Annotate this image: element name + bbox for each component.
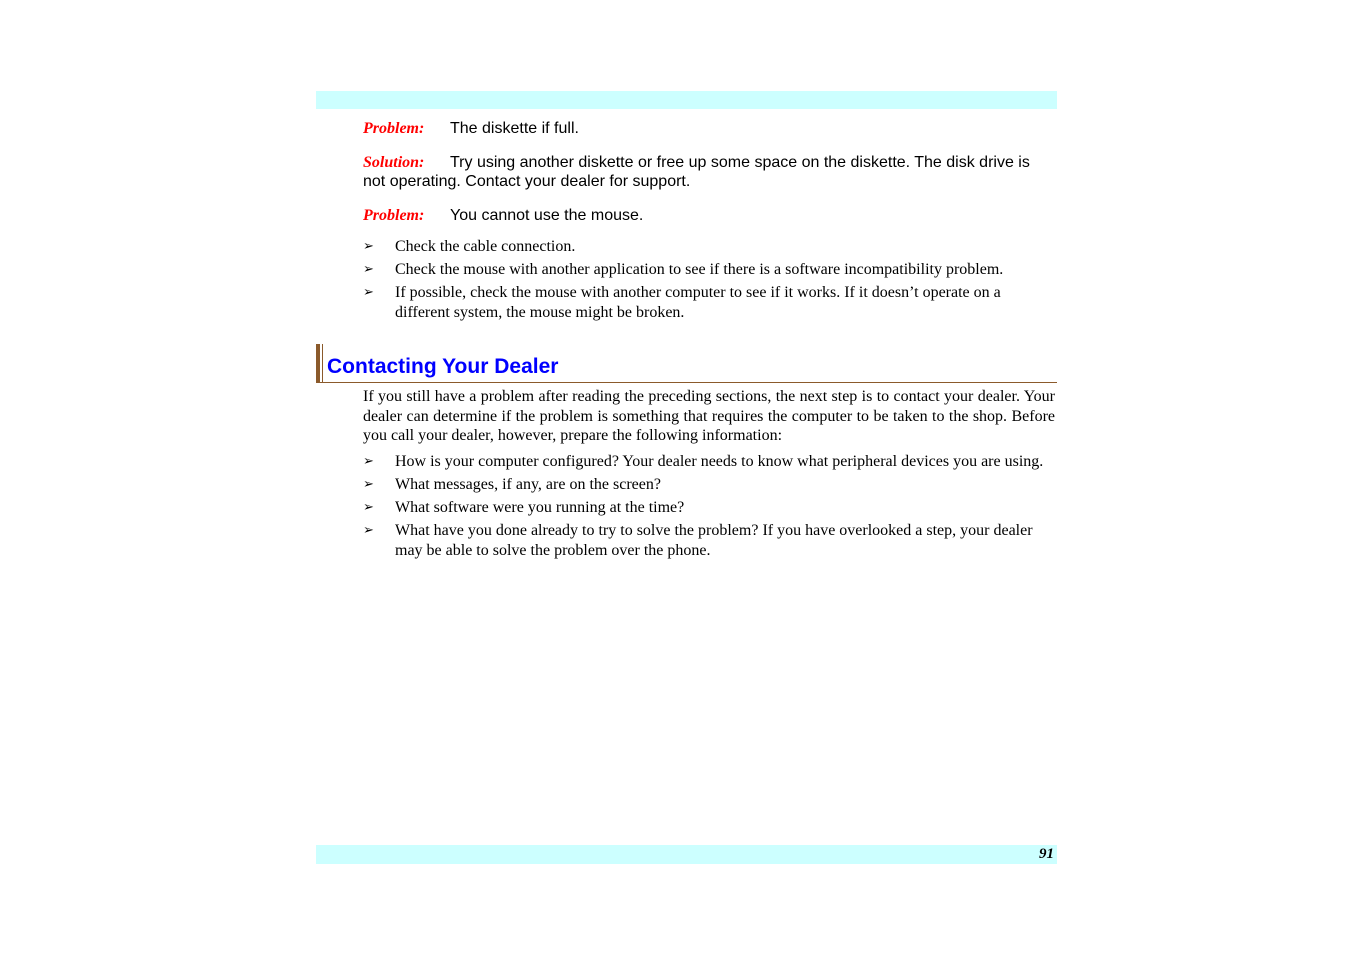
list-item: [363, 260, 1055, 280]
arrow-bullet-icon: ➢: [363, 476, 374, 492]
heading-bar-thin: [322, 344, 323, 382]
list-item: [363, 283, 1055, 323]
arrow-bullet-icon: ➢: [363, 453, 374, 469]
list-item: [363, 452, 1055, 472]
problem-mouse: [363, 206, 1055, 225]
list-item: [363, 521, 1055, 561]
list-item: [363, 498, 1055, 518]
solution-label: Solution:: [363, 154, 425, 171]
arrow-bullet-icon: ➢: [363, 285, 374, 300]
section-title: Contacting Your Dealer: [327, 355, 559, 378]
problem-text: The diskette if full.: [450, 120, 579, 137]
header-band: [316, 91, 1057, 109]
troubleshooting-content: [363, 119, 1055, 326]
mouse-checklist: [363, 237, 1055, 323]
arrow-bullet-icon: ➢: [363, 499, 374, 515]
section-intro: If you still have a problem after reading the preceding sections, the next step is to contact your dealer. Your dealer can determine if the problem is something that requires the computer to be taken to the shop. Before you call your dealer, however, prepare the following information:: [363, 388, 1055, 444]
arrow-bullet-icon: ➢: [363, 239, 374, 254]
dealer-checklist: [363, 452, 1055, 561]
list-item-text: What software were you running at the time?: [395, 498, 685, 516]
page-number: 91: [1039, 846, 1054, 862]
arrow-bullet-icon: ➢: [363, 522, 374, 538]
problem-label: Problem:: [363, 207, 425, 224]
footer-band: [316, 845, 1057, 864]
solution-text: Try using another diskette or free up some space on the diskette. The disk drive is not operating. Contact your dealer for support.: [363, 154, 1030, 190]
list-item: [363, 475, 1055, 495]
list-item-text: Check the cable connection.: [395, 238, 576, 255]
heading-bar: [316, 344, 320, 382]
problem-text: You cannot use the mouse.: [450, 207, 644, 224]
solution-disk: [363, 153, 1055, 191]
problem-label: Problem:: [363, 120, 425, 137]
problem-disk: [363, 119, 1055, 138]
section-heading: [316, 344, 1057, 383]
dealer-section: [363, 387, 1055, 564]
list-item-text: If possible, check the mouse with another computer to see if it works. If it doesn’t operate on a different system, the mouse might be broken.: [395, 284, 1001, 321]
list-item: [363, 237, 1055, 257]
list-item-text: How is your computer configured? Your dealer needs to know what peripheral devices you are using.: [395, 452, 1044, 470]
arrow-bullet-icon: ➢: [363, 262, 374, 277]
list-item-text: What messages, if any, are on the screen?: [395, 475, 661, 493]
list-item-text: What have you done already to try to solve the problem? If you have overlooked a step, your dealer may be able to solve the problem over the phone.: [395, 521, 1033, 559]
list-item-text: Check the mouse with another application to see if there is a software incompatibility problem.: [395, 261, 1004, 278]
